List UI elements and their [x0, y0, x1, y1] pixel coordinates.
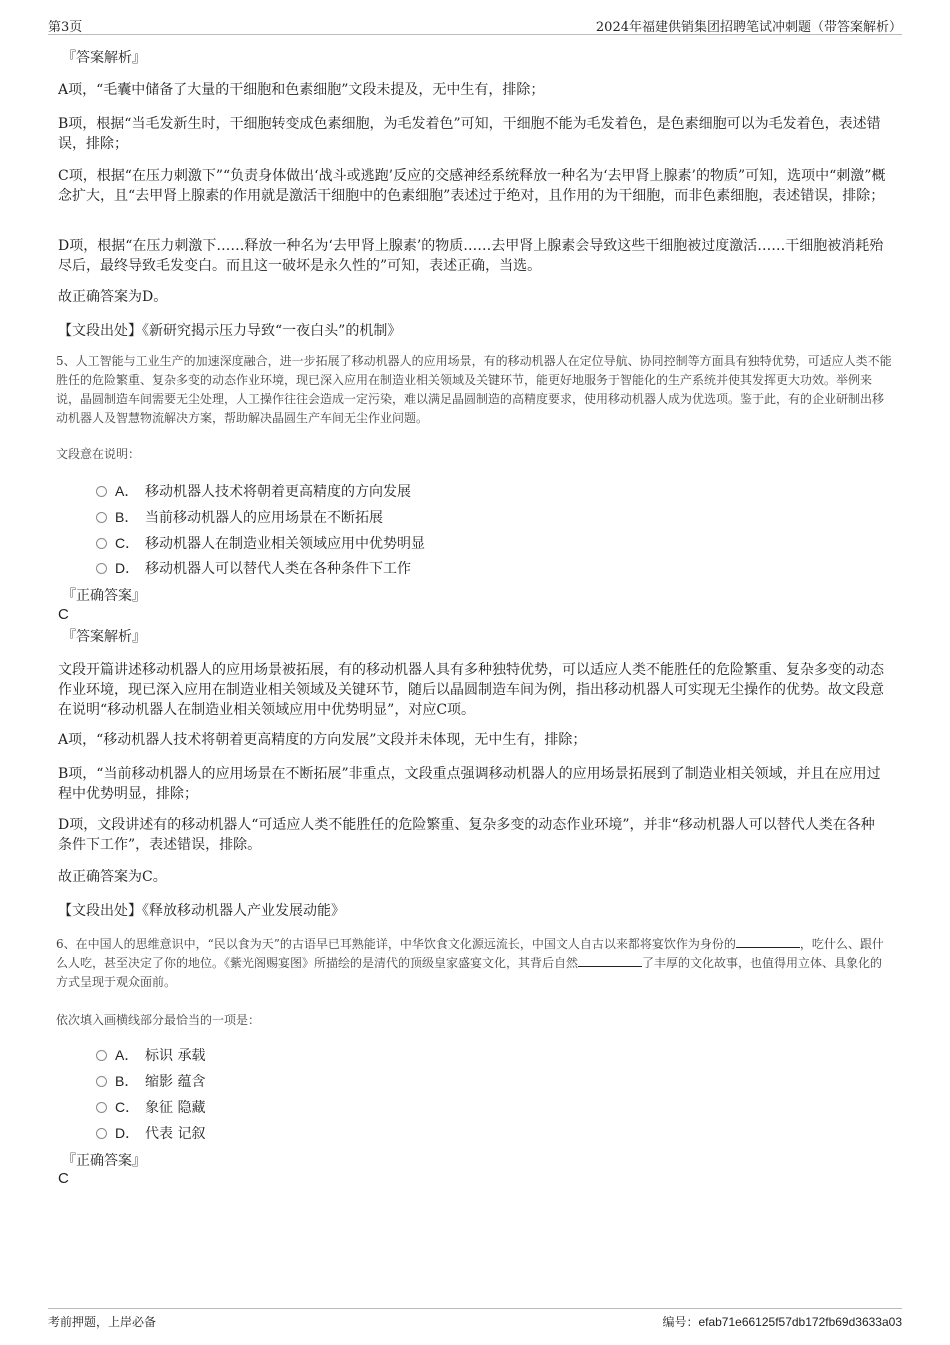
q4-analysis-c: C项，根据“在压力刺激下”“负责身体做出‘战斗或逃跑’反应的交感神经系统释放一种名为‘去甲肾上腺素’的物质”可知，选项中“刺激”概念扩大，且“去甲肾上腺素的作用就是激活干细胞中的色素细胞”表述过于绝对，且作用的为干细胞，而非色素细胞，表述错误，排除；: [58, 168, 886, 204]
q6-option-d[interactable]: D． 代表 记叙: [96, 1124, 205, 1143]
q5-option-c[interactable]: C． 移动机器人在制造业相关领域应用中优势明显: [96, 534, 425, 553]
q5-prompt: 文段意在说明：: [56, 447, 141, 461]
q6-correct-answer: C: [58, 1170, 69, 1187]
radio-icon[interactable]: [96, 1050, 107, 1061]
radio-icon[interactable]: [96, 563, 107, 574]
footer-slogan: 考前押题，上岸必备: [48, 1315, 157, 1329]
q5-analysis-d: D项，文段讲述有的移动机器人“可适应人类不能胜任的危险繁重、复杂多变的动态作业环境”，并非“移动机器人可以替代人类在各种条件下工作”，表述错误，排除。: [58, 817, 875, 853]
q4-conclusion: 故正确答案为D。: [58, 289, 168, 305]
page-number: 第3页: [48, 20, 83, 35]
radio-icon[interactable]: [96, 1128, 107, 1139]
q5-correct-label: 『正确答案』: [62, 588, 146, 604]
radio-icon[interactable]: [96, 538, 107, 549]
q6-correct-label: 『正确答案』: [62, 1153, 146, 1169]
document-title: 2024年福建供销集团招聘笔试冲刺题（带答案解析）: [595, 20, 902, 35]
q5-analysis-main: 文段开篇讲述移动机器人的应用场景被拓展，有的移动机器人具有多种独特优势，可以适应人类不能胜任的危险繁重、复杂多变的动态作业环境，现已深入应用在制造业相关领域及关键环节，随后以晶圆制造车间为例，指出移动机器人可实现无尘操作的优势。故文段意在说明“移动机器人在制造业相关领域应用中优势明显”，对应C项。: [58, 662, 884, 718]
document-code: 编号：efab71e66125f57db172fb69d3633a03: [662, 1315, 902, 1329]
q5-conclusion: 故正确答案为C。: [58, 869, 167, 885]
q6-option-a[interactable]: A． 标识 承载: [96, 1046, 205, 1065]
q5-analysis-label: 『答案解析』: [62, 629, 146, 645]
q5-option-b[interactable]: B． 当前移动机器人的应用场景在不断拓展: [96, 508, 383, 527]
radio-icon[interactable]: [96, 486, 107, 497]
q5-option-a[interactable]: A． 移动机器人技术将朝着更高精度的方向发展: [96, 482, 411, 501]
fill-blank-1[interactable]: [736, 935, 800, 948]
q5-option-d[interactable]: D． 移动机器人可以替代人类在各种条件下工作: [96, 559, 411, 578]
q4-analysis-label: 『答案解析』: [62, 50, 146, 66]
q5-analysis-a: A项，“移动机器人技术将朝着更高精度的方向发展”文段并未体现，无中生有，排除；: [58, 732, 587, 748]
q6-option-b[interactable]: B． 缩影 蕴含: [96, 1072, 205, 1091]
q6-option-c[interactable]: C． 象征 隐藏: [96, 1098, 205, 1117]
q4-analysis-b: B项，根据“当毛发新生时，干细胞转变成色素细胞，为毛发着色”可知，干细胞不能为毛发着色，是色素细胞可以为毛发着色，表述错误，排除；: [58, 116, 881, 152]
radio-icon[interactable]: [96, 512, 107, 523]
page-footer: [48, 1308, 902, 1329]
q5-stem: 5、人工智能与工业生产的加速深度融合，进一步拓展了移动机器人的应用场景，有的移动机器人在定位导航、协同控制等方面具有独特优势，可适应人类不能胜任的危险繁重、复杂多变的动态作业环境，现已深入应用在制造业相关领域及关键环节，能更好地服务于智能化的生产系统并使其发挥更大功效。举例来说，晶圆制造车间需要无尘处理，人工操作往往会造成一定污染，难以满足晶圆制造的高精度要求，使用移动机器人成为优选项。鉴于此，有的企业研制出移动机器人及智慧物流解决方案，帮助解决晶圆生产车间无尘作业问题。: [56, 354, 892, 425]
q6-prompt: 依次填入画横线部分最恰当的一项是：: [56, 1013, 261, 1027]
q4-analysis-d: D项，根据“在压力刺激下……释放一种名为‘去甲肾上腺素’的物质……去甲肾上腺素会导致这些干细胞被过度激活……干细胞被消耗殆尽后，最终导致毛发变白。而且这一破坏是永久性的”可知，表述正确，当选。: [58, 238, 884, 274]
page-header: [48, 14, 902, 35]
radio-icon[interactable]: [96, 1102, 107, 1113]
q4-analysis-a: A项，“毛囊中储备了大量的干细胞和色素细胞”文段未提及，无中生有，排除；: [58, 82, 545, 98]
q5-correct-answer: C: [58, 606, 69, 623]
q5-analysis-b: B项，“当前移动机器人的应用场景在不断拓展”非重点，文段重点强调移动机器人的应用场景拓展到了制造业相关领域，并且在应用过程中优势明显，排除；: [58, 766, 881, 802]
q4-source: 【文段出处】《新研究揭示压力导致“一夜白头”的机制》: [58, 323, 402, 339]
q5-source: 【文段出处】《释放移动机器人产业发展动能》: [58, 903, 345, 919]
q6-stem: 6、在中国人的思维意识中，“民以食为天”的古语早已耳熟能详，中华饮食文化源远流长，中国文人自古以来都将宴饮作为身份的 ，吃什么、跟什么人吃，甚至决定了你的地位。《紫光阁赐宴图》所描绘的是清代的顶级皇家盛宴文化，其背后自然 了丰厚的文化故事，也值得用立体、具象化的方式呈现于观众面前。: [56, 937, 884, 989]
radio-icon[interactable]: [96, 1076, 107, 1087]
fill-blank-2[interactable]: [578, 954, 642, 967]
